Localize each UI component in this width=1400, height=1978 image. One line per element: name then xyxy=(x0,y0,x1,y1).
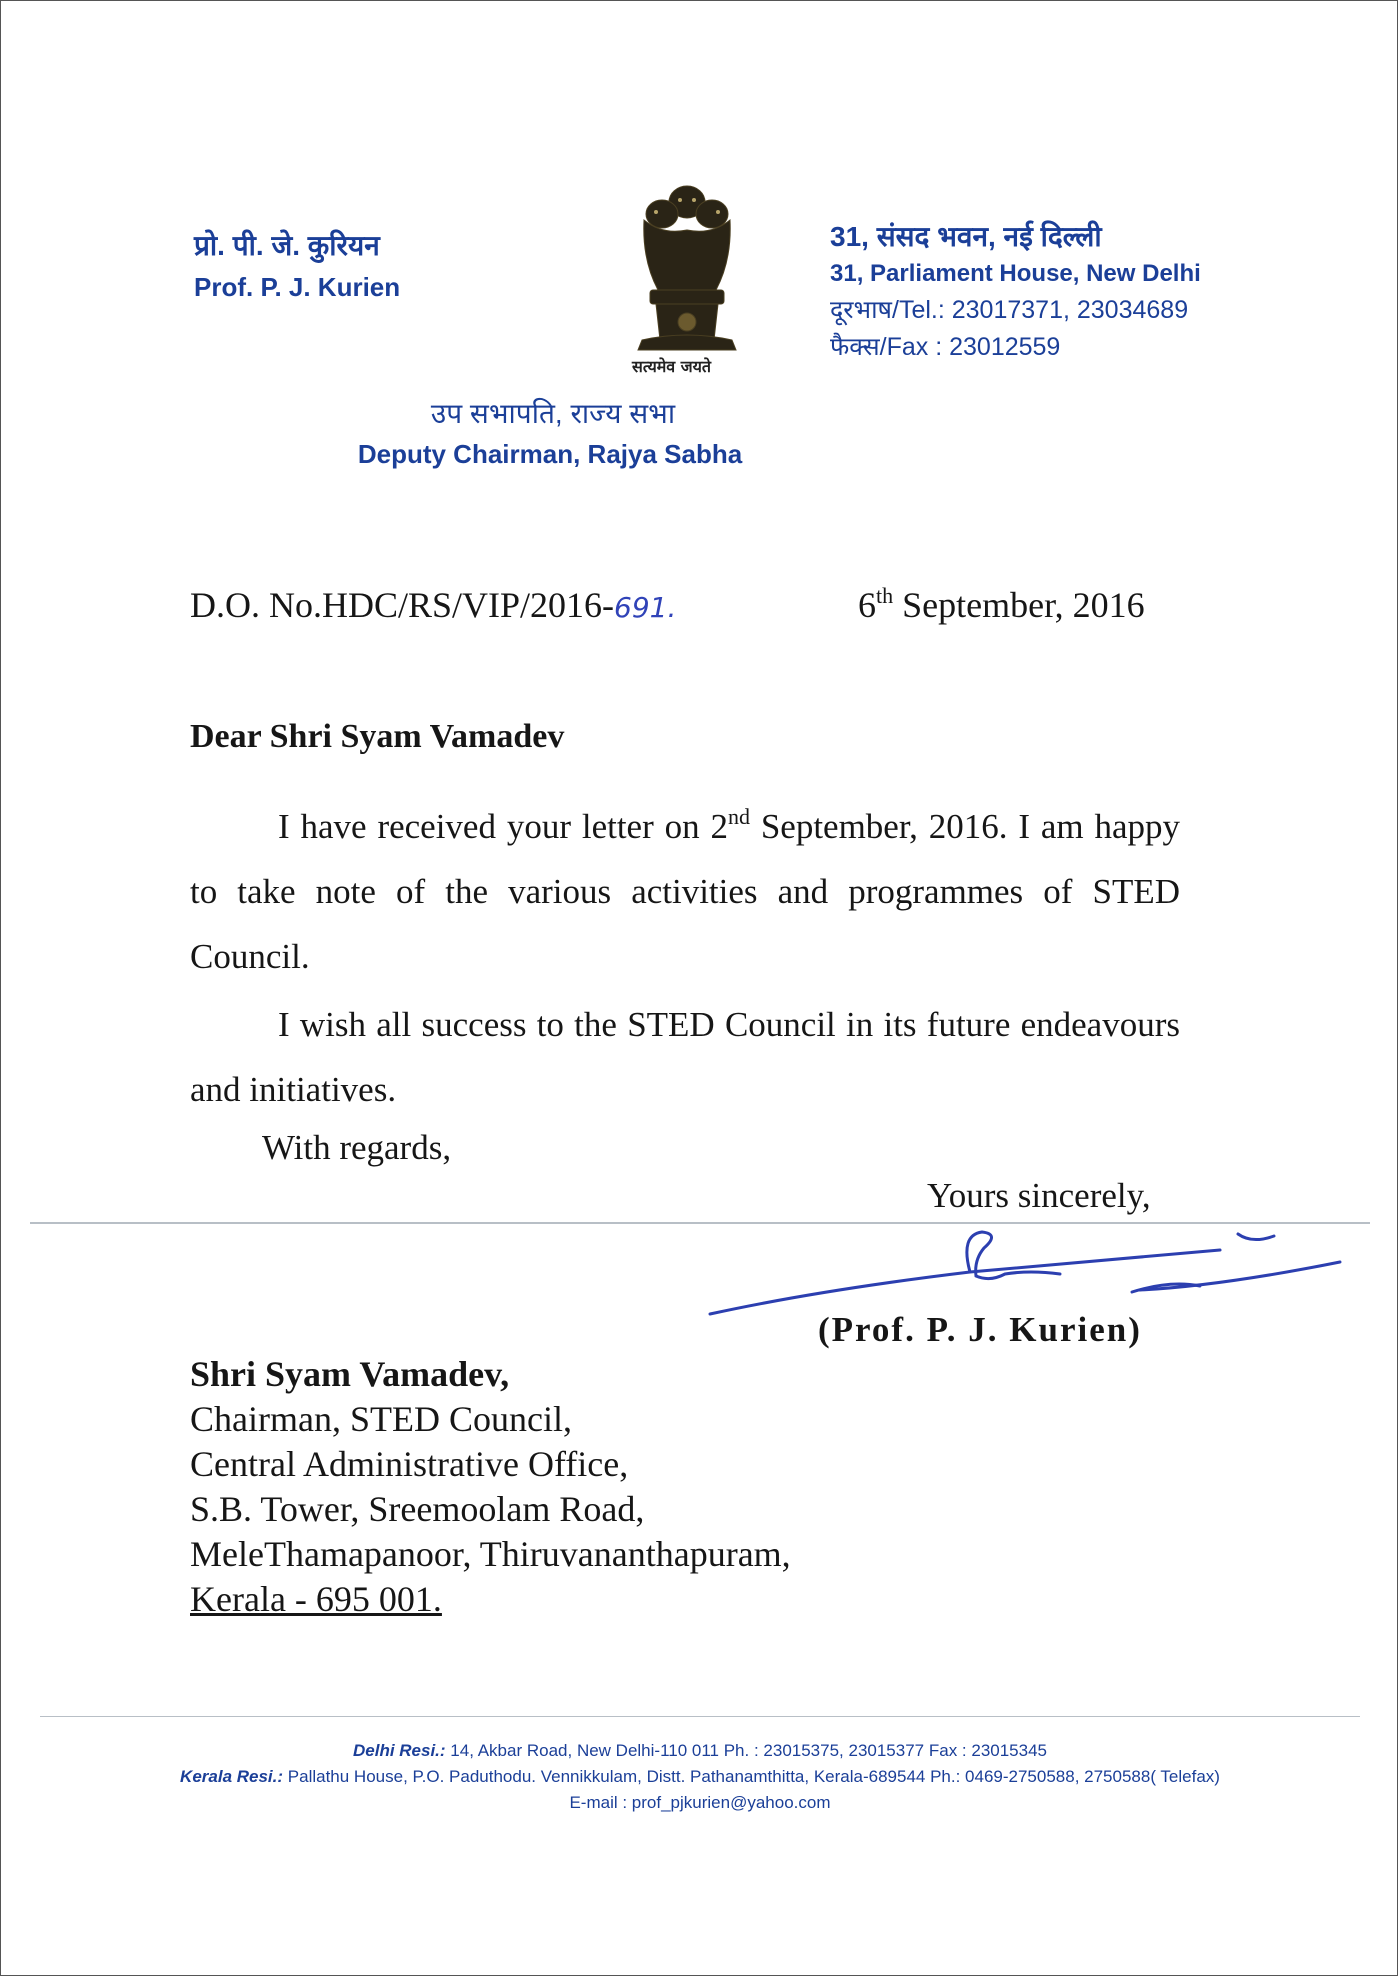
recipient-name: Shri Syam Vamadev, xyxy=(190,1354,510,1394)
national-emblem-icon xyxy=(622,180,752,380)
telephone-line xyxy=(830,292,1201,329)
recipient-line-5: Kerala - 695 001. xyxy=(190,1579,442,1619)
fax-label: फैक्स/Fax : xyxy=(830,333,950,361)
footer-email: E-mail : prof_pjkurien@yahoo.com xyxy=(569,1793,831,1812)
recipient-line-4: MeleThamapanoor, Thiruvananthapuram, xyxy=(190,1534,791,1574)
footer-kerala xyxy=(0,1764,1400,1790)
designation-block xyxy=(0,394,1100,474)
reference-text: D.O. No.HDC/RS/VIP/2016- xyxy=(190,585,615,625)
footer-delhi xyxy=(0,1738,1400,1764)
telephone-label: दूरभाष/Tel.: xyxy=(830,296,952,324)
paragraph-1-rest: September, 2016. I am happy to take note of the various activities and programmes of STED Council. xyxy=(190,807,1180,976)
signatory-name: (Prof. P. J. Kurien) xyxy=(818,1310,1142,1349)
paragraph-2-text: I wish all success to the STED Council in its future endeavours and initiatives. xyxy=(190,1005,1180,1109)
footer-delhi-text: 14, Akbar Road, New Delhi-110 011 Ph. : 23015375, 23015377 Fax : 23015345 xyxy=(445,1741,1047,1760)
designation-hindi: उप सभापति, राज्य सभा xyxy=(430,398,676,429)
footer-divider xyxy=(40,1716,1360,1717)
sender-name-hindi: प्रो. पी. जे. कुरियन xyxy=(194,230,380,261)
recipient-line-1: Chairman, STED Council, xyxy=(190,1399,572,1439)
reference-handwritten: 691. xyxy=(614,591,677,624)
letter-date xyxy=(858,584,1145,626)
fax-line xyxy=(830,329,1201,366)
telephone-numbers: 23017371, 23034689 xyxy=(951,296,1189,324)
paragraph-1 xyxy=(190,794,1180,989)
footer-kerala-text: Pallathu House, P.O. Paduthodu. Vennikkulam, Distt. Pathanamthitta, Kerala-689544 Ph.: 0469-2750588, 2750588( Telefax) xyxy=(283,1767,1220,1786)
closing: Yours sincerely, xyxy=(927,1176,1151,1215)
footer xyxy=(0,1738,1400,1816)
sender-name-english: Prof. P. J. Kurien xyxy=(194,272,401,302)
paragraph-1-start: I have received your letter on 2 xyxy=(278,807,728,846)
footer-delhi-label: Delhi Resi.: xyxy=(352,1741,446,1760)
recipient-line-3: S.B. Tower, Sreemoolam Road, xyxy=(190,1489,645,1529)
date-rest: September, 2016 xyxy=(893,585,1145,625)
paragraph-2 xyxy=(190,992,1180,1122)
paragraph-1-sup: nd xyxy=(727,804,750,829)
date-suffix: th xyxy=(876,583,894,608)
fax-number: 23012559 xyxy=(949,333,1061,361)
date-day: 6 xyxy=(858,585,876,625)
recipient-line-2: Central Administrative Office, xyxy=(190,1444,629,1484)
regards: With regards, xyxy=(262,1128,452,1167)
designation-english: Deputy Chairman, Rajya Sabha xyxy=(357,439,743,469)
letterhead-address xyxy=(830,218,1201,366)
address-hindi: 31, संसद भवन, नई दिल्ली xyxy=(830,221,1102,252)
reference-number xyxy=(190,584,676,626)
salutation: Dear Shri Syam Vamadev xyxy=(190,718,565,755)
emblem-motto: सत्यमेव जयते xyxy=(632,357,712,376)
recipient-address xyxy=(190,1352,791,1622)
address-english: 31, Parliament House, New Delhi xyxy=(830,260,1201,287)
footer-kerala-label: Kerala Resi.: xyxy=(180,1767,284,1786)
